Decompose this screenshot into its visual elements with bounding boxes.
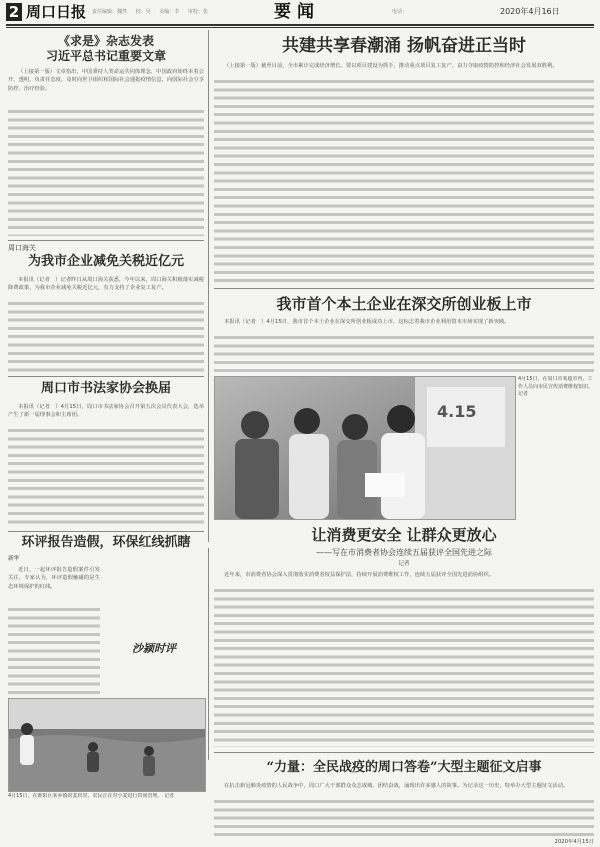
masthead (0, 0, 600, 34)
article-author: 新华 (8, 556, 20, 562)
article-body (8, 276, 204, 372)
headline-line: 习近平总书记重要文章 (45, 49, 166, 63)
body-text-lines (214, 80, 594, 284)
hotline: 电话： (392, 9, 408, 15)
article-lead: 本报讯（记者 ）记者昨日从周口海关获悉，今年以来，周口海关积极落实减税降费政策，为我市企业减免关税近亿元，有力支持了企业复工复产。 (8, 277, 204, 292)
body-text-lines (8, 302, 204, 372)
caption-credit: 记者 (164, 793, 175, 799)
meta-item: 责任编辑：魏然 (92, 9, 128, 15)
article-lead: 在抗击新冠肺炎疫情的人民战争中，周口广大干部群众众志成城、团结奋战，涌现出许多感人的故事。为记录这一历史，特举办大型主题征文活动。 (224, 783, 569, 789)
paper-name: 周口日报 (26, 3, 87, 21)
photo-image (9, 699, 205, 791)
headline-main: 我市首个本土企业在深交所创业板上市 (276, 295, 532, 313)
meta-item: 校：吴 (135, 9, 151, 15)
headline-main: 环评报告造假，环保红线抓瞎 (21, 535, 191, 550)
section-divider (214, 288, 594, 289)
body-text-lines (8, 110, 204, 236)
caption-credit: 记者 (518, 391, 529, 397)
page-number: 2 (6, 3, 22, 21)
article-headline (214, 34, 594, 58)
column-label-text: 沙颍时评 (132, 642, 176, 655)
headline-main: 共建共享春潮涌 扬帆奋进正当时 (282, 36, 526, 56)
column-rule (208, 30, 209, 542)
body-text-lines (214, 336, 594, 372)
article-subtitle (214, 547, 594, 558)
headline-main: 周口市书法家协会换届 (40, 381, 171, 396)
article-headline (8, 34, 204, 64)
article-body (214, 782, 594, 838)
article-body (214, 571, 594, 747)
headline-main: “力量：全民战疫的周口答卷”大型主题征文启事 (266, 760, 542, 775)
article-date: 2020年4月15日 (554, 839, 594, 845)
column-rule (208, 548, 209, 760)
section-divider (8, 531, 204, 532)
photo-banner: 4.15 (437, 402, 477, 421)
column-label (104, 640, 204, 658)
article-body (8, 68, 204, 236)
masthead-rule (6, 27, 594, 28)
headline-line: 《求是》杂志发表 (57, 34, 154, 48)
headline-main: 让消费更安全 让群众更放心 (311, 526, 497, 544)
article-headline (8, 380, 204, 400)
headline-sub: ——写在市消费者协会连续五届获评全国先进之际 (316, 548, 492, 557)
section-divider (8, 240, 204, 241)
photo-caption (8, 793, 204, 845)
body-text-lines (214, 800, 594, 838)
issue-date: 2020年4月16日 (500, 7, 560, 16)
article-headline (214, 757, 594, 779)
headline-kicker: 周口海关 (8, 244, 36, 252)
article-headline (8, 534, 204, 554)
article-body (214, 62, 594, 284)
meta-item: 美编：李 (159, 9, 180, 15)
article-headline (8, 243, 204, 273)
article-lead: （上接第一版）文章指出，中国秉持人类命运共同体理念，中国政府始终本着公开、透明、负责任态度，及时向世卫组织和国际社会通报疫情信息，向国际社会分享防控、治疗经验。 (8, 69, 204, 92)
article-lead: 近年来，市消费者协会深入贯彻落实消费者权益保护法，持续开展消费维权工作，连续五届获评全国先进消协组织。 (224, 572, 495, 578)
news-photo (214, 376, 516, 520)
article-headline (214, 293, 594, 315)
news-photo (8, 698, 206, 792)
photo-image (215, 377, 515, 519)
section-divider (214, 752, 594, 753)
article-body (214, 318, 594, 372)
article-headline (214, 524, 594, 546)
article-author: 记者 (398, 561, 410, 567)
article-lead: （上接第一版）截至目前，全市累计完成经济增长。要以项目建设为抓手，推动重点项目复工复产，奋力夺取疫情防控和经济社会发展双胜利。 (224, 63, 558, 69)
body-text-lines (214, 589, 594, 747)
body-text-lines (8, 608, 100, 694)
headline-main: 为我市企业减免关税近亿元 (27, 254, 184, 269)
article-lead: 本报讯（记者 ）4月15日，我市首个本土企业在深交所创业板成功上市，这标志着我市企业利用资本市场实现了新突破。 (224, 319, 510, 325)
caption-text: 4月15日，在淮阳区某乡镇的麦田里，农民正在对小麦进行田间管理。 (8, 793, 163, 799)
section-divider (8, 376, 204, 377)
masthead-rule (6, 24, 594, 26)
section-title: 要闻 (274, 2, 320, 22)
masthead-meta (92, 8, 215, 15)
meta-item: 审校：张 (187, 9, 208, 15)
photo-caption (518, 376, 594, 518)
caption-text: 4月15日，在周口市某超市内，工作人员向市民宣传消费维权知识。 (518, 376, 594, 390)
body-text-lines (8, 429, 204, 527)
article-lead: 本报讯（记者 ）4月15日，周口市书法家协会召开第五次会员代表大会，选举产生了新一届理事会和主席团。 (8, 404, 204, 419)
article-body (8, 403, 204, 527)
article-body (8, 566, 100, 694)
article-lead: 近日，一起环评报告造假案件引发关注，专家认为，环评造假触碰的是生态环境保护的红线。 (8, 567, 100, 590)
